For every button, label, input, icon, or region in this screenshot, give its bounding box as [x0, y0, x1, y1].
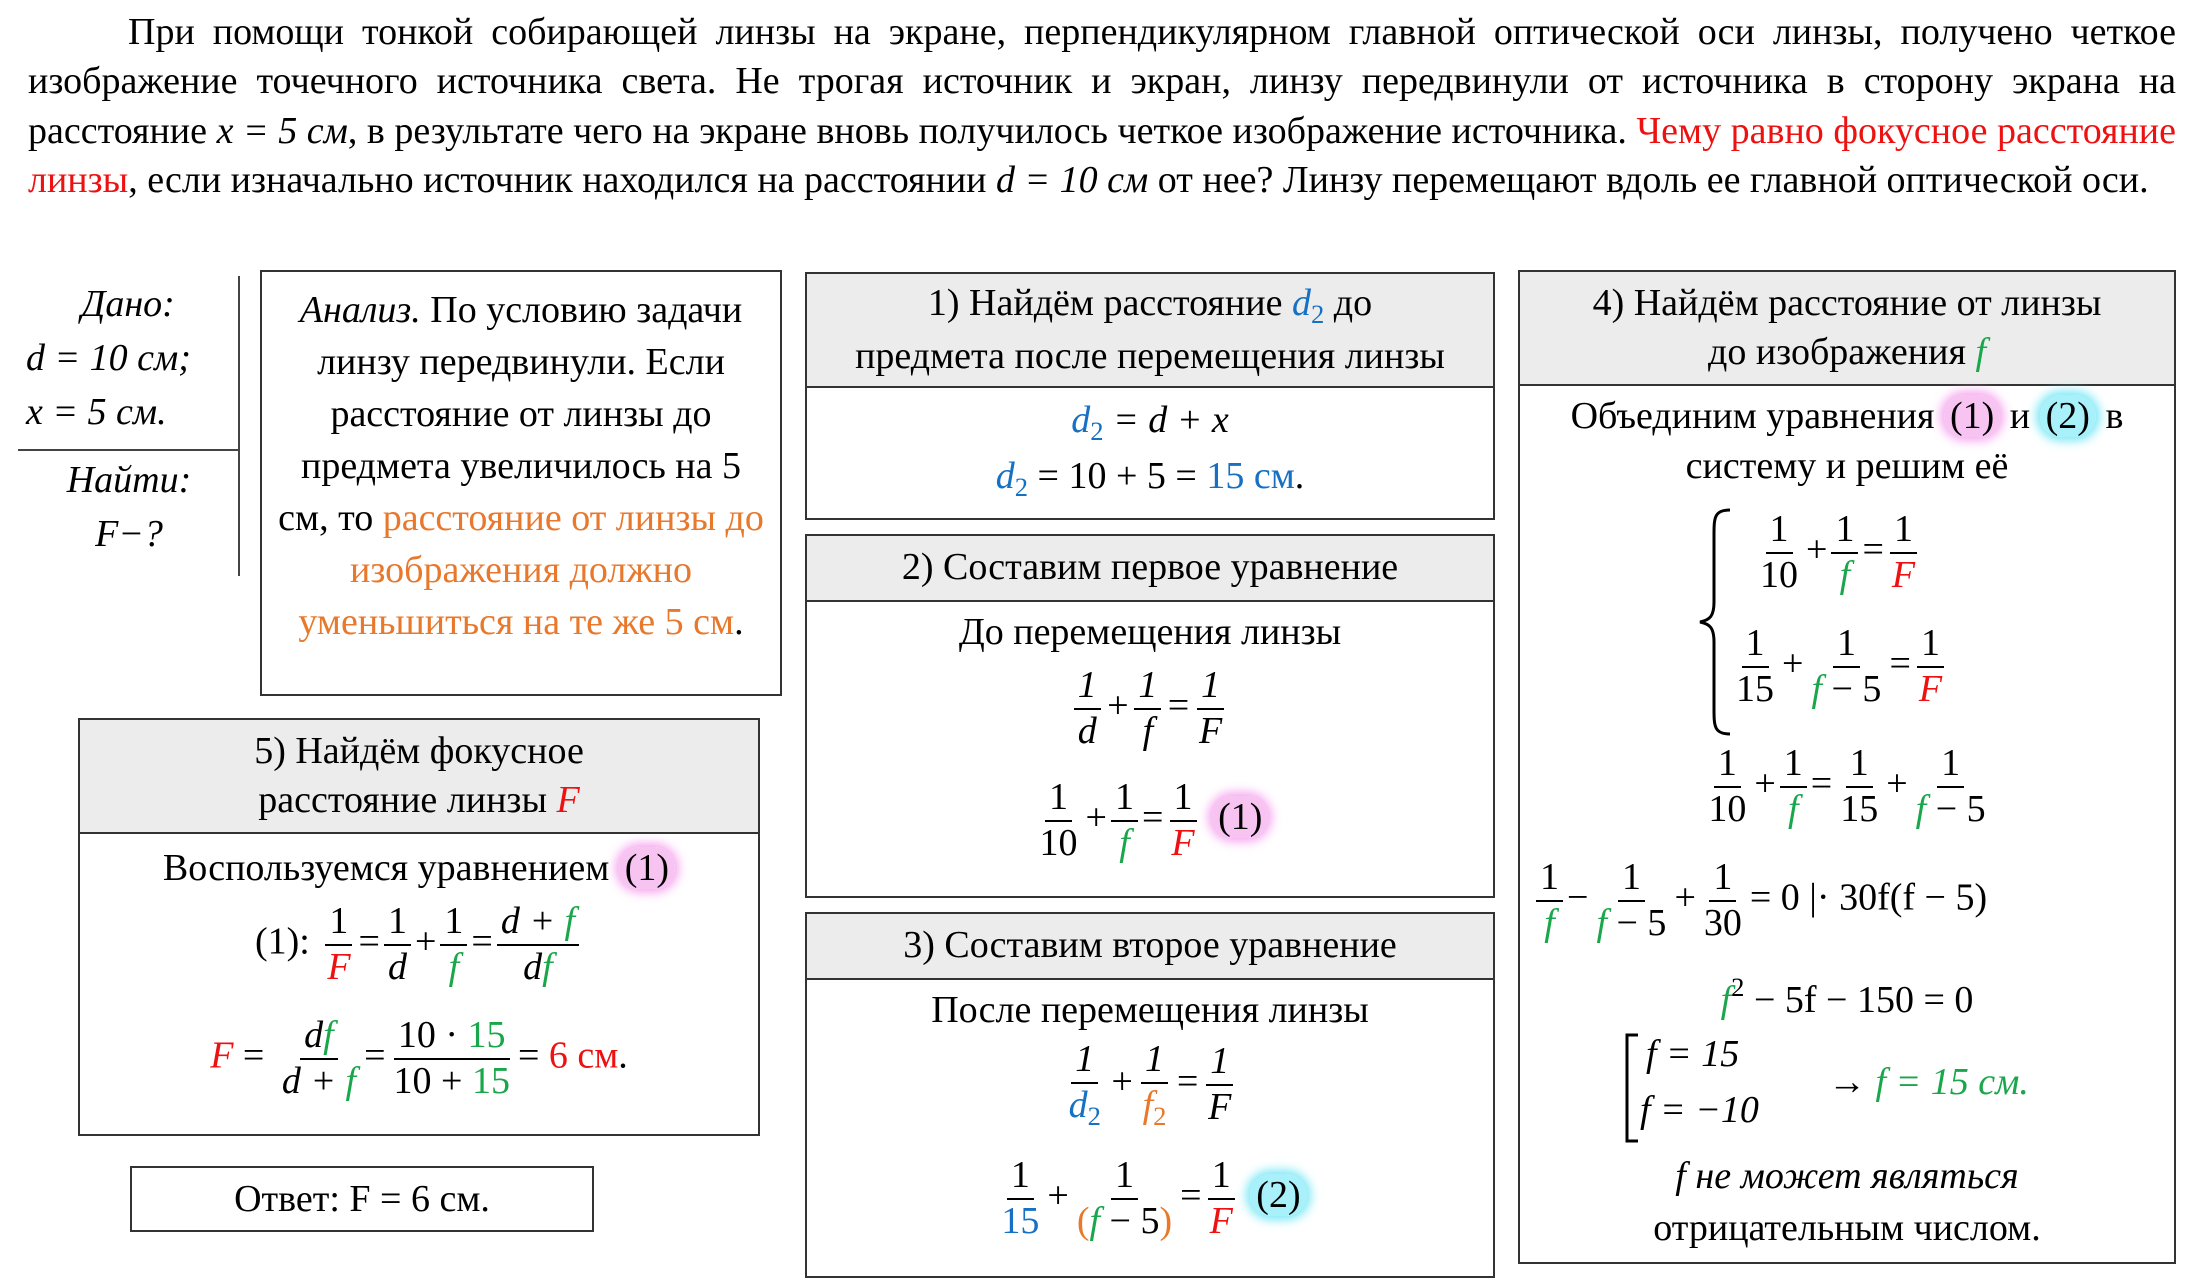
- step5-result: F = $\frac{df}{d + f}$ = $\frac{10 \cdot 15}{10 + 15}$ = 6 см.: [210, 1014, 628, 1102]
- step4-eq-sum: $\frac{1}{10}$ + $\frac{1}{f}$ = $\frac{1}{15}$ + $\frac{1}{f - 5}$: [1708, 742, 1986, 830]
- analysis-box: [260, 270, 782, 696]
- given-vertical-divider: [238, 276, 240, 576]
- find-title: Найти:: [66, 459, 192, 501]
- step4-note-1: f не может являться: [1675, 1155, 2019, 1197]
- step3-formula: $\frac{1}{d_2}$ + $\frac{1}{f_2}$ = $\frac{1}{F}$: [1068, 1038, 1232, 1131]
- given-divider: [18, 449, 240, 451]
- step5-box: [78, 718, 760, 1136]
- step3-header: 3) Составим второе уравнение: [807, 914, 1493, 980]
- problem-text-2: , в результате чего на экране вновь получилось четкое изображение источника.: [347, 109, 1637, 152]
- step1-header-var: $d_2$: [1291, 282, 1325, 329]
- step5-use: Воспользуемся уравнением (1): [80, 844, 758, 893]
- find-value: F−?: [95, 513, 163, 555]
- analysis-text: По условию задачи линзу передвинули. Если расстояние от линзы до предмета увеличилось на 5 см, то: [278, 289, 743, 540]
- step5-header: 5) Найдём фокусное расстояние линзы F: [80, 720, 758, 834]
- step2-formula: $\frac{1}{d}$ + $\frac{1}{f}$ = $\frac{1}{F}$: [807, 664, 1493, 753]
- step2-equation: $\frac{1}{10}$ + $\frac{1}{f}$ = $\frac{1}{F}$ (1): [807, 776, 1493, 865]
- step3-tag: (2): [1250, 1174, 1306, 1216]
- given-title: Дано:: [81, 283, 175, 325]
- problem-statement: [28, 8, 2176, 206]
- step1-eq1: $d_2 = d + x$: [1071, 399, 1229, 446]
- given-x: x = 5 см.: [26, 391, 167, 433]
- roots-bracket: [1622, 1032, 1642, 1144]
- problem-text-4: от нее? Линзу перемещают вдоль ее главной оптической оси.: [1148, 159, 2149, 202]
- step4-combine: Объединим уравнения (1) и (2) в: [1570, 395, 2124, 437]
- given-block: [18, 276, 238, 576]
- given-d: d = 10 см;: [26, 337, 191, 379]
- problem-question: Чему равно фокусное расстояние линзы: [28, 109, 2176, 202]
- step3-equation: $\frac{1}{15}$ + $\frac{1}{(f - 5)}$ = $\frac{1}{F}$ (2): [807, 1154, 1493, 1243]
- analysis-end: .: [734, 601, 744, 644]
- analysis-highlight: расстояние от линзы до изображения должно уменьшиться на те же 5 см: [298, 497, 764, 644]
- step4-eq-mult: $\frac{1}{f}$ − $\frac{1}{f - 5}$ + $\frac{1}{30}$ = 0 |· 30f(f − 5): [1532, 856, 1987, 945]
- step2-tag: (1): [1212, 796, 1268, 838]
- roots-result: → f = 15 см.: [1828, 1061, 2029, 1103]
- problem-x: x = 5 см: [216, 109, 348, 152]
- step2-header: 2) Составим первое уравнение: [807, 536, 1493, 602]
- step2-box: [805, 534, 1495, 898]
- system-eq2: $\frac{1}{15}$ + $\frac{1}{f - 5}$ = $\frac{1}{F}$: [1736, 622, 1943, 710]
- step1-header: 1) Найдём расстояние $d_2$ до предмета после перемещения линзы: [807, 274, 1493, 388]
- step2-subtitle: До перемещения линзы: [958, 611, 1342, 653]
- problem-text-3: , если изначально источник находился на расстоянии: [128, 159, 997, 202]
- answer-text: Ответ: F = 6 см.: [234, 1178, 490, 1220]
- step4-note-2: отрицательным числом.: [1653, 1207, 2041, 1249]
- step1-eq2: $d_2 = 10 + 5 = 15$ см.: [995, 455, 1305, 502]
- step4-quadratic: $f^2 - 5f - 150 = 0$: [1720, 972, 1974, 1021]
- step5-formula: (1): $\frac{1}{F}$ = $\frac{1}{d}$ + $\frac{1}{f}$ = $\frac{d + f}{df}$: [80, 900, 758, 989]
- root-1: f = 15: [1646, 1033, 1740, 1075]
- analysis-title: Анализ.: [299, 289, 421, 331]
- problem-d: d = 10 см: [996, 159, 1149, 202]
- system-eq1: $\frac{1}{10}$ + $\frac{1}{f}$ = $\frac{1}{F}$: [1760, 508, 1916, 596]
- step1-box: [805, 272, 1495, 520]
- step4-header: 4) Найдём расстояние от линзы до изображения f: [1520, 272, 2174, 386]
- root-2: f = −10: [1640, 1089, 1759, 1131]
- step4-combine-2: систему и решим её: [1685, 445, 2009, 487]
- step3-box: [805, 912, 1495, 1278]
- problem-text-1: При помощи тонкой собирающей линзы на экране, перпендикулярном главной оптической оси линзы, получено четкое изображение точечного источника света. Не трогая источник и экран, линзу передвинули от источника в сторону экрана на расстояние: [28, 11, 2176, 152]
- answer-box: [130, 1166, 594, 1232]
- step3-subtitle: После перемещения линзы: [931, 989, 1369, 1031]
- step4-box: [1518, 270, 2176, 1264]
